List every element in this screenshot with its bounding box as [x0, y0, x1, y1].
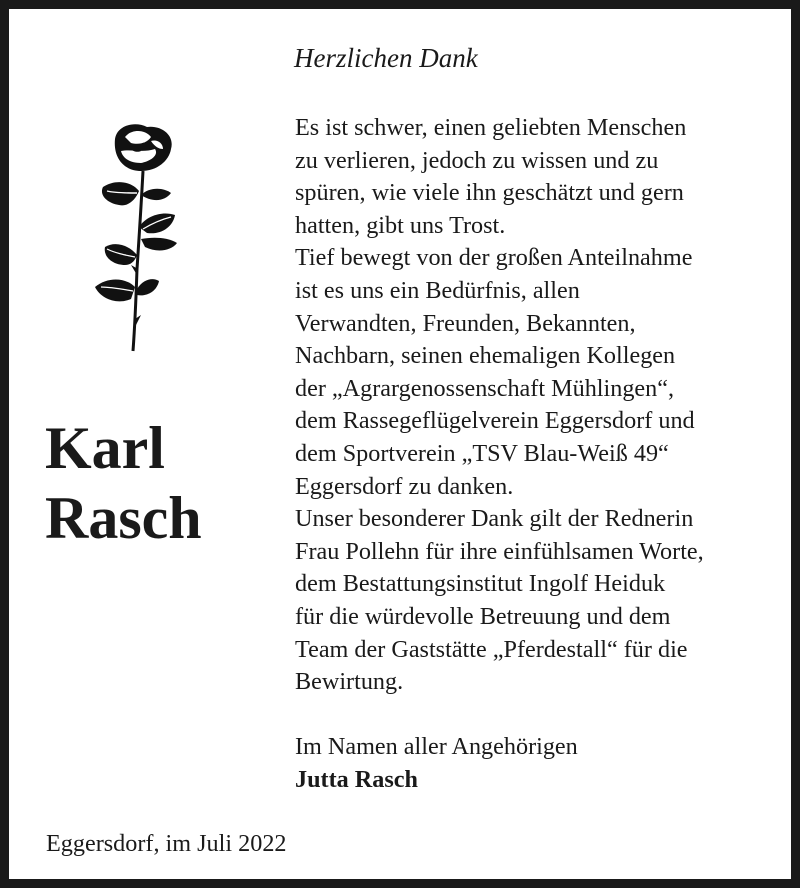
message-line: Verwandten, Freunden, Bekannten, [295, 309, 636, 337]
deceased-last-name: Rasch [45, 485, 202, 551]
signer-name: Jutta Rasch [295, 765, 418, 793]
message-line: spüren, wie viele ihn geschätzt und gern [295, 179, 684, 207]
place-date: Eggersdorf, im Juli 2022 [46, 830, 287, 857]
rose-icon [91, 119, 181, 359]
signoff-line: Im Namen aller Angehörigen [295, 733, 578, 760]
message-line: Frau Pollehn für ihre einfühlsamen Worte, [295, 537, 704, 565]
thank-you-message [295, 112, 795, 699]
message-line: zu verlieren, jedoch zu wissen und zu [295, 146, 659, 174]
message-line: ist es uns ein Bedürfnis, allen [295, 276, 580, 304]
message-line: dem Rassegeflügelverein Eggersdorf und [295, 407, 695, 435]
message-line: Eggersdorf zu danken. [295, 472, 514, 500]
message-line: dem Sportverein „TSV Blau-Weiß 49“ [295, 439, 669, 467]
message-line: dem Bestattungsinstitut Ingolf Heiduk [295, 570, 666, 598]
heading: Herzlichen Dank [294, 43, 478, 73]
message-line: für die würdevolle Betreuung und dem [295, 602, 671, 630]
message-line: Tief bewegt von der großen Anteilnahme [295, 244, 693, 272]
message-line: der „Agrargenossenschaft Mühlingen“, [295, 374, 675, 402]
message-line: Es ist schwer, einen geliebten Menschen [295, 114, 687, 141]
message-line: hatten, gibt uns Trost. [295, 211, 506, 239]
signoff [295, 731, 578, 796]
message-line: Nachbarn, seinen ehemaligen Kollegen [295, 342, 676, 370]
message-line: Bewirtung. [295, 668, 404, 696]
message-line: Unser besonderer Dank gilt der Rednerin [295, 505, 694, 533]
message-line: Team der Gaststätte „Pferdestall“ für die [295, 635, 688, 663]
deceased-first-name: Karl [45, 415, 165, 481]
deceased-name [45, 413, 202, 553]
